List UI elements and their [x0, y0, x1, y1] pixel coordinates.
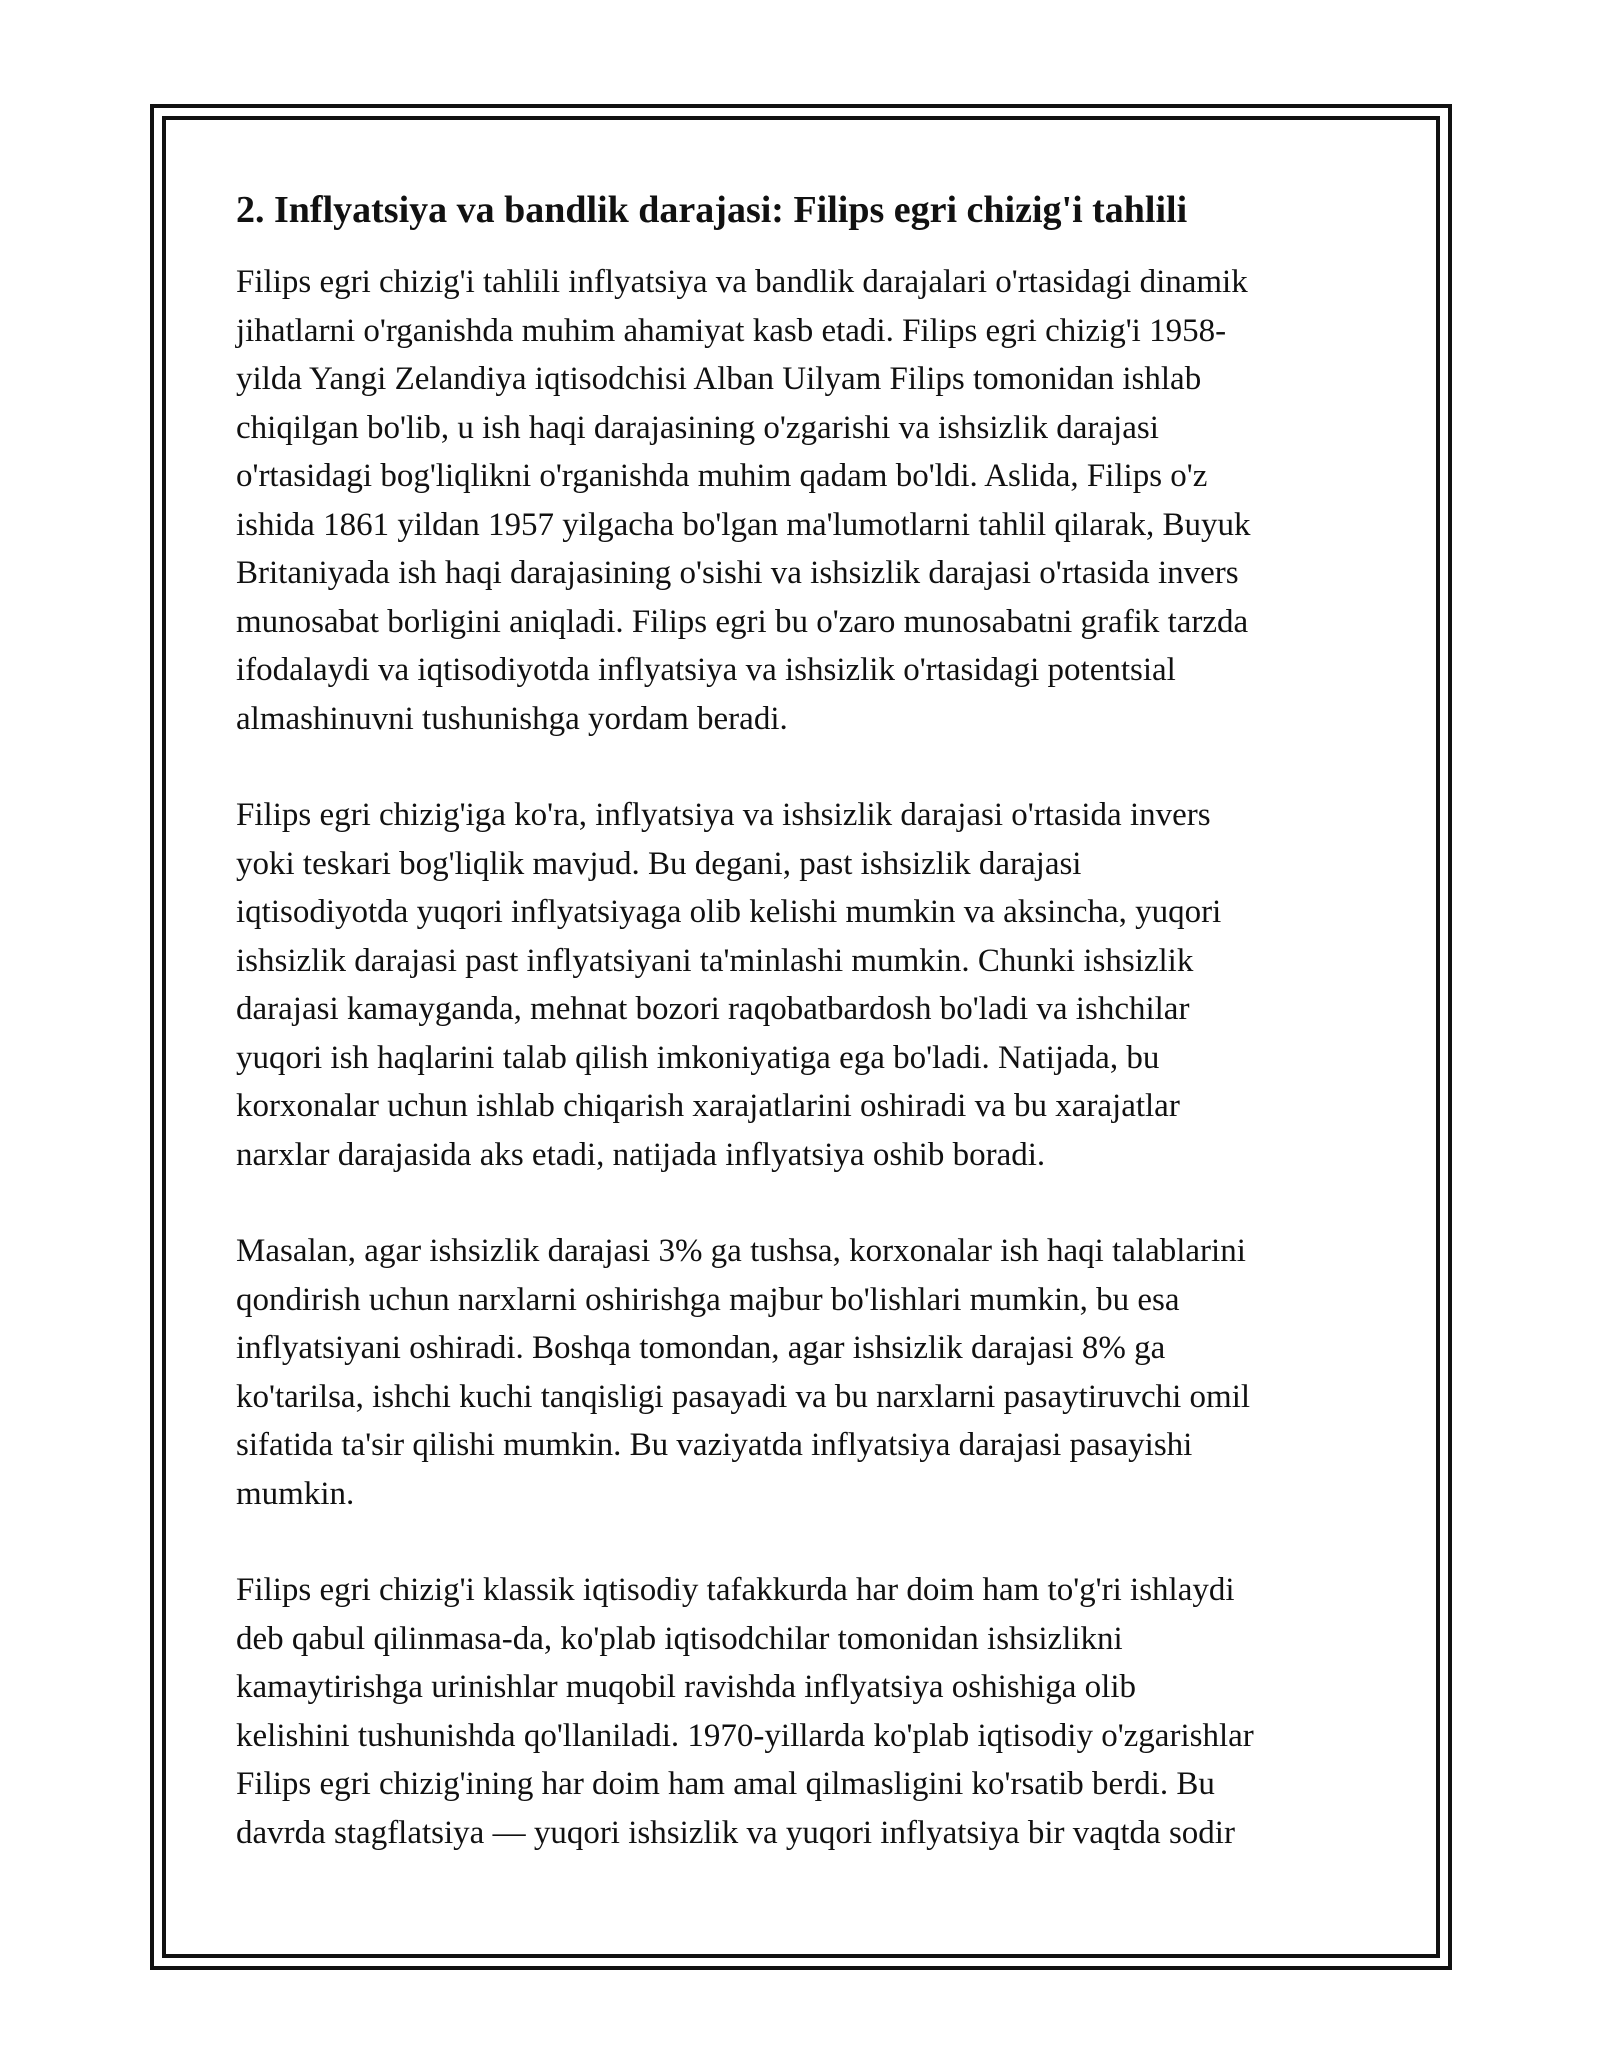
paragraph-line: kamaytirishga urinishlar muqobil ravishda inflyatsiya oshishiga olib [236, 1669, 1137, 1705]
paragraph-line: Filips egri chizig'i tahlili inflyatsiya va bandlik darajalari o'rtasidagi dinamik [236, 264, 1248, 300]
section-heading: 2. Inflyatsiya va bandlik darajasi: Filips egri chizig'i tahlili [236, 189, 1188, 231]
paragraph-line: munosabat borligini aniqladi. Filips egri bu o'zaro munosabatni grafik tarzda [236, 603, 1249, 640]
paragraph-line: ishsizlik darajasi past inflyatsiyani ta'minlashi mumkin. Chunki ishsizlik [236, 942, 1194, 979]
paragraph-line: sifatida ta'sir qilishi mumkin. Bu vaziyatda inflyatsiya darajasi pasayishi [236, 1427, 1193, 1463]
paragraph-line: davrda stagflatsiya — yuqori ishsizlik va yuqori inflyatsiya bir vaqtda sodir [236, 1814, 1235, 1851]
paragraph-line: jihatlarni o'rganishda muhim ahamiyat kasb etadi. Filips egri chizig'i 1958- [236, 312, 1227, 349]
document-body [236, 186, 1376, 1905]
paragraph-line: Filips egri chizig'ining har doim ham amal qilmasligini ko'rsatib berdi. Bu [236, 1766, 1215, 1802]
paragraph-line: iqtisodiyotda yuqori inflyatsiyaga olib kelishi mumkin va aksincha, yuqori [236, 894, 1222, 930]
paragraph-line: o'rtasidagi bog'liqlikni o'rganishda muhim qadam bo'ldi. Aslida, Filips o'z [236, 458, 1208, 494]
paragraphs-container [236, 258, 1376, 1857]
paragraph-line: kelishini tushunishda qo'llaniladi. 1970-yillarda ko'plab iqtisodiy o'zgarishlar [236, 1717, 1254, 1754]
paragraph-line: korxonalar uchun ishlab chiqarish xarajatlarini oshiradi va bu xarajatlar [236, 1088, 1180, 1124]
paragraph-line: ifodalaydi va iqtisodiyotda inflyatsiya va ishsizlik o'rtasidagi potentsial [236, 652, 1176, 688]
paragraph-line: ishida 1861 yildan 1957 yilgacha bo'lgan ma'lumotlarni tahlil qilarak, Buyuk [236, 506, 1251, 543]
paragraph-line: almashinuvni tushunishga yordam beradi. [236, 700, 788, 737]
paragraph-line: darajasi kamayganda, mehnat bozori raqobatbardosh bo'ladi va ishchilar [236, 991, 1190, 1027]
paragraph-line: Britaniyada ish haqi darajasining o'sishi va ishsizlik darajasi o'rtasida invers [236, 555, 1239, 591]
paragraph-line: Filips egri chizig'i klassik iqtisodiy tafakkurda har doim ham to'g'ri ishlaydi [236, 1572, 1235, 1608]
paragraph-line: yoki teskari bog'liqlik mavjud. Bu degani, past ishsizlik darajasi [236, 845, 1082, 882]
paragraph [236, 1227, 1376, 1518]
paragraph-line: chiqilgan bo'lib, u ish haqi darajasining o'zgarishi va ishsizlik darajasi [236, 409, 1159, 446]
paragraph [236, 791, 1376, 1179]
paragraph-line: mumkin. [236, 1475, 355, 1512]
paragraph-line: yilda Yangi Zelandiya iqtisodchisi Alban Uilyam Filips tomonidan ishlab [236, 361, 1202, 397]
paragraph-line: inflyatsiyani oshiradi. Boshqa tomondan, agar ishsizlik darajasi 8% ga [236, 1330, 1166, 1366]
paragraph-line: Masalan, agar ishsizlik darajasi 3% ga tushsa, korxonalar ish haqi talablarini [236, 1233, 1246, 1269]
paragraph [236, 258, 1376, 743]
paragraph-line: narxlar darajasida aks etadi, natijada inflyatsiya oshib boradi. [236, 1136, 1046, 1173]
paragraph-line: deb qabul qilinmasa-da, ko'plab iqtisodchilar tomonidan ishsizlikni [236, 1620, 1123, 1657]
paragraph-line: yuqori ish haqlarini talab qilish imkoniyatiga ega bo'ladi. Natijada, bu [236, 1039, 1160, 1076]
paragraph [236, 1566, 1376, 1857]
paragraph-line: Filips egri chizig'iga ko'ra, inflyatsiya va ishsizlik darajasi o'rtasida invers [236, 797, 1211, 833]
paragraph-line: qondirish uchun narxlarni oshirishga majbur bo'lishlari mumkin, bu esa [236, 1281, 1180, 1318]
paragraph-line: ko'tarilsa, ishchi kuchi tanqisligi pasayadi va bu narxlarni pasaytiruvchi omil [236, 1378, 1251, 1415]
